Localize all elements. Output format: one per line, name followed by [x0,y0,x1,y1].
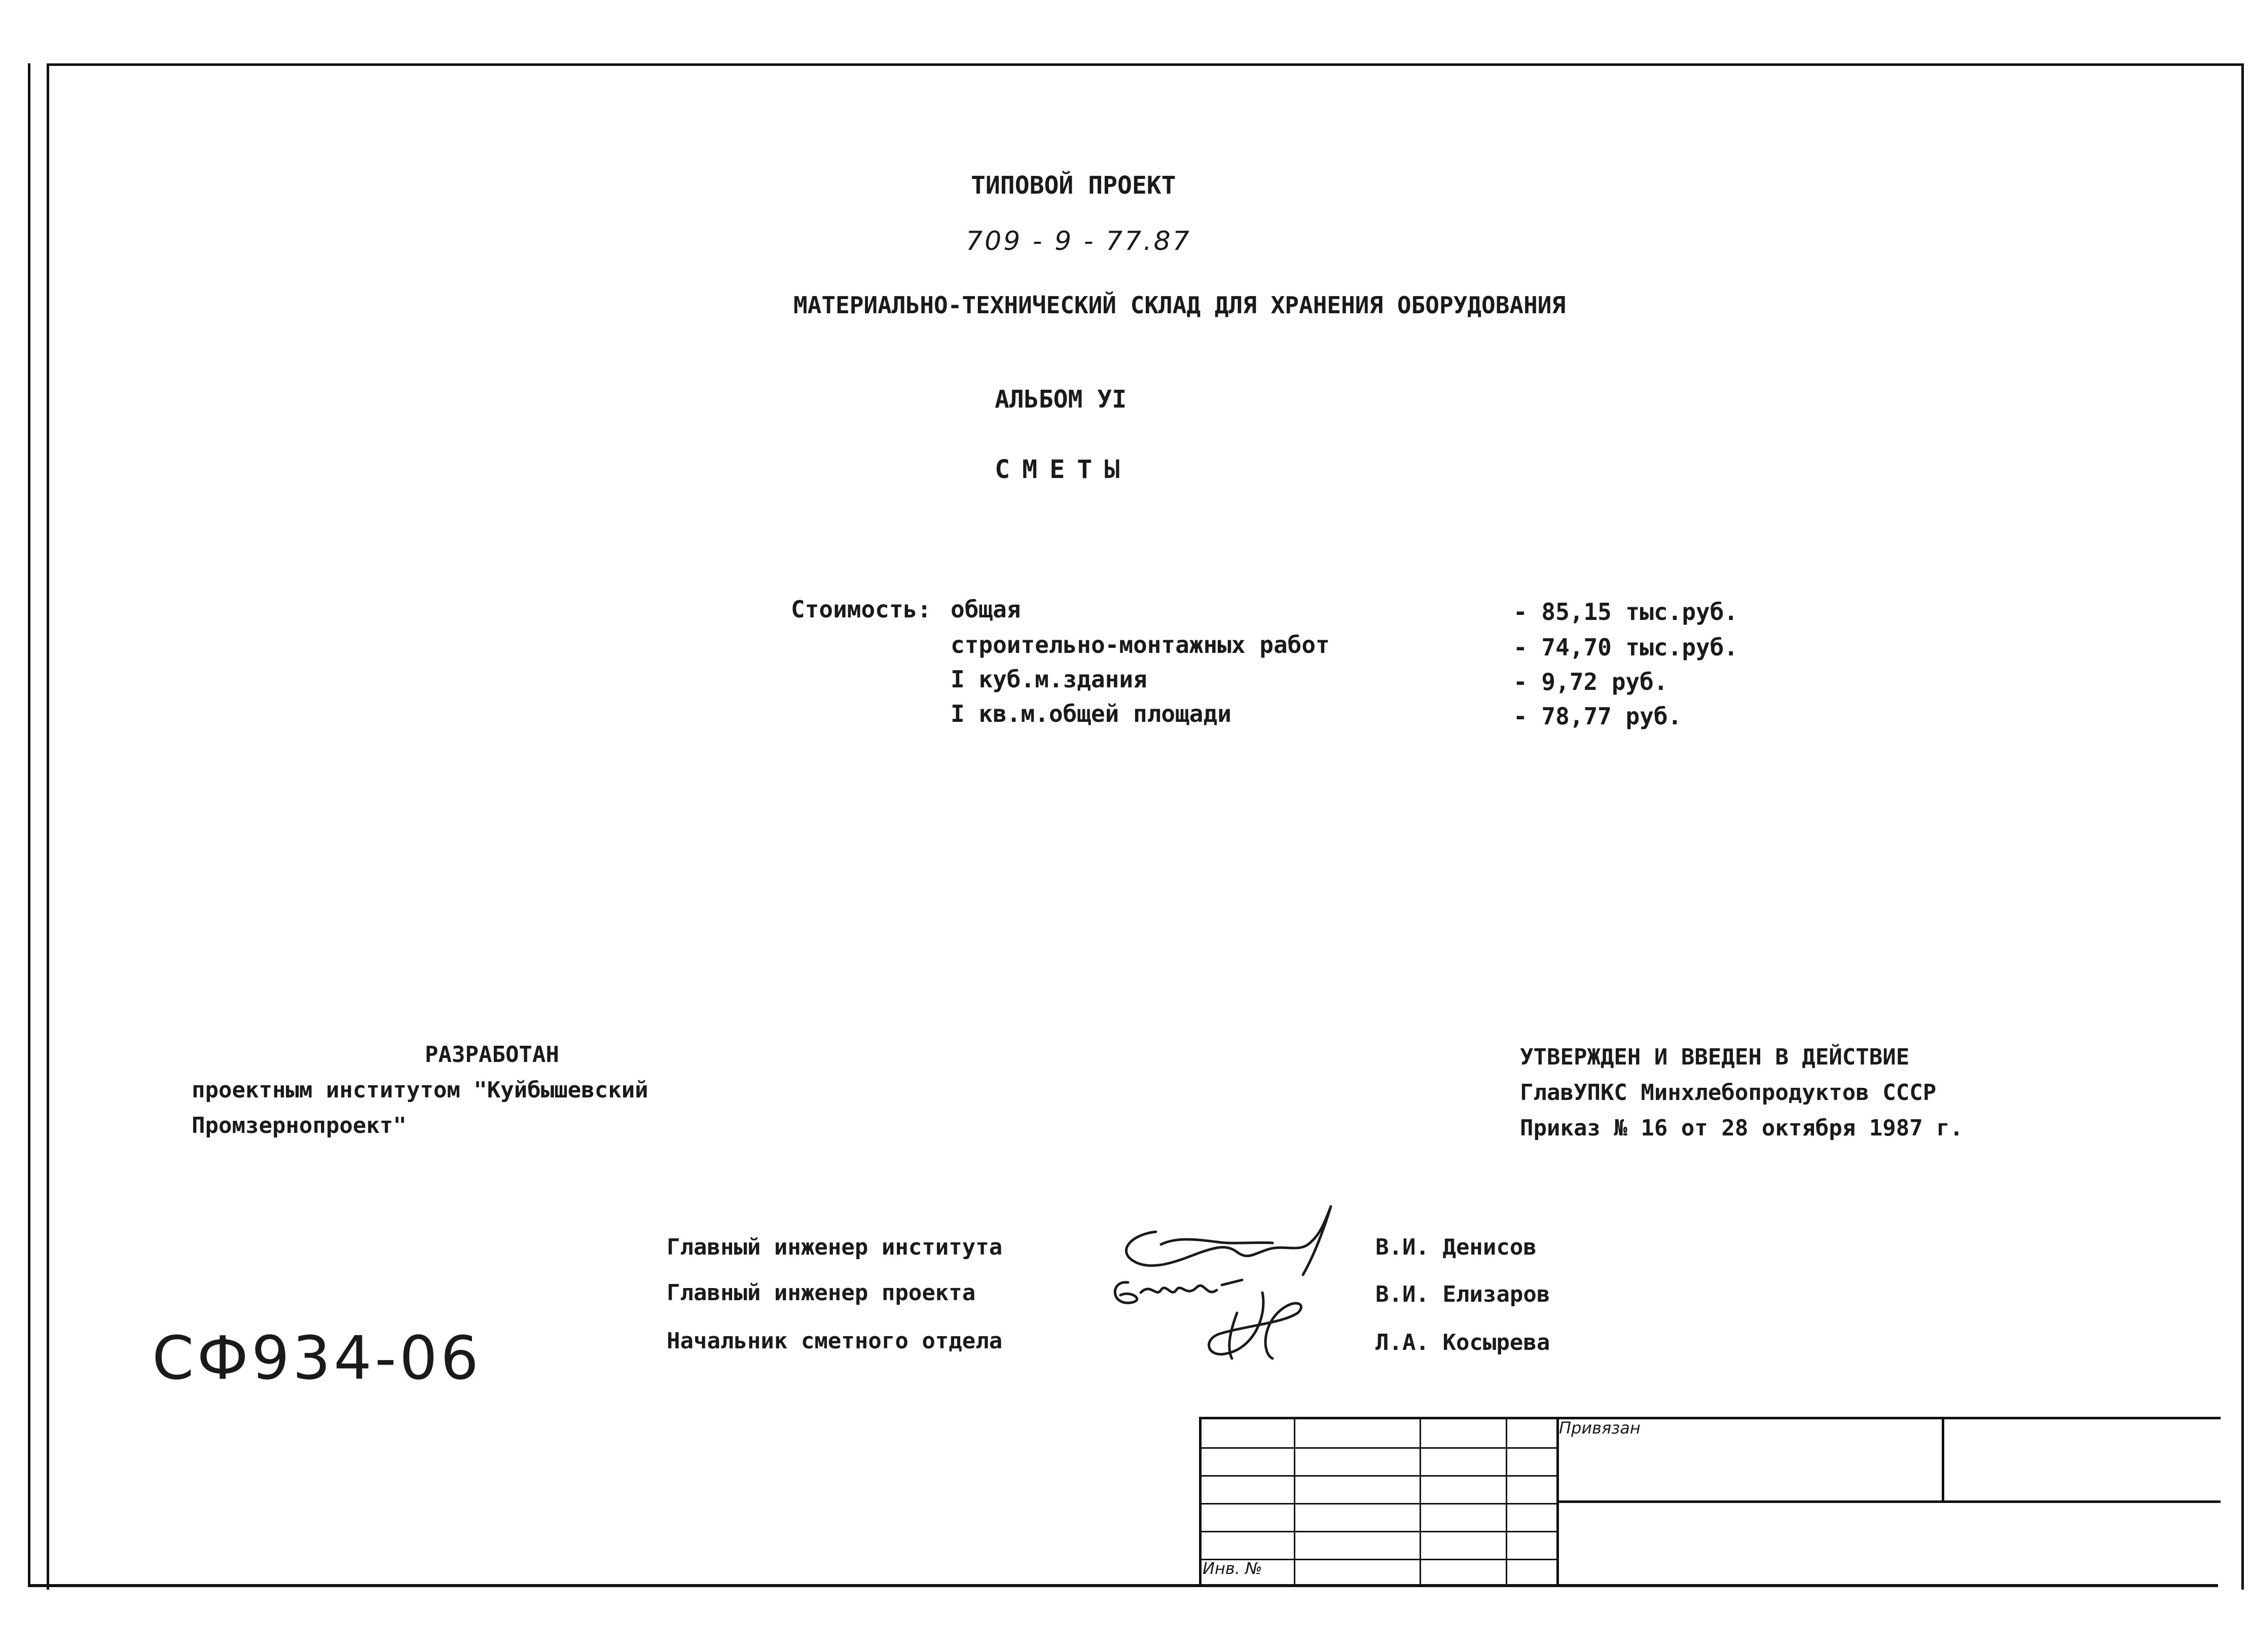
signature-name: В.И. Денисов [1375,1234,1537,1260]
approved-line-1: УТВЕРЖДЕН И ВВЕДЕН В ДЕЙСТВИЕ [1520,1044,1910,1070]
stamp-number: СФ934-06 [152,1323,482,1393]
cost-row-value: - 85,15 тыс.руб. [1513,598,1738,626]
signature-role: Начальник сметного отдела [667,1328,1003,1354]
signature-role: Главный инженер института [667,1234,1003,1260]
cost-row-name: строительно-монтажных работ [951,631,1330,658]
album-number: АЛЬБОМ УI [995,385,1127,414]
approved-line-2: ГлавУПКС Минхлебопродуктов СССР [1520,1080,1937,1106]
project-name: МАТЕРИАЛЬНО-ТЕХНИЧЕСКИЙ СКЛАД ДЛЯ ХРАНЕНИЯ ОБОРУДОВАНИЯ [793,291,1566,319]
cost-row-value: - 78,77 руб. [1513,703,1682,730]
cost-label: Стоимость: [791,596,931,623]
cost-row-value: - 74,70 тыс.руб. [1513,634,1738,661]
handwritten-signatures-graphic [1100,1196,1364,1399]
developed-line-2: Промзернопроект" [192,1113,407,1139]
privyazan-label: Привязан [1559,1418,1641,1438]
developed-title: РАЗРАБОТАН [425,1042,559,1068]
project-kind: ТИПОВОЙ ПРОЕКТ [971,171,1176,200]
developed-line-1: проектным институтом "Куйбышевский [192,1077,648,1103]
signature-role: Главный инженер проекта [667,1280,976,1306]
signature-name: Л.А. Косырева [1375,1330,1550,1355]
cost-row-value: - 9,72 руб. [1513,668,1668,695]
project-code: 709 - 9 - 77.87 [966,226,1191,256]
cost-row-name: общая [951,596,1021,623]
title-block-grid [1199,1417,2221,1587]
approved-line-3: Приказ № 16 от 28 октября 1987 г. [1520,1115,1964,1141]
cost-row-name: I кв.м.общей площади [951,700,1231,727]
section-title: СМЕТЫ [995,455,1132,484]
signature-name: В.И. Елизаров [1375,1281,1550,1307]
inventory-number-label: Инв. № [1203,1559,1262,1578]
cost-row-name: I куб.м.здания [951,666,1147,693]
frame-left-border [28,63,30,1587]
